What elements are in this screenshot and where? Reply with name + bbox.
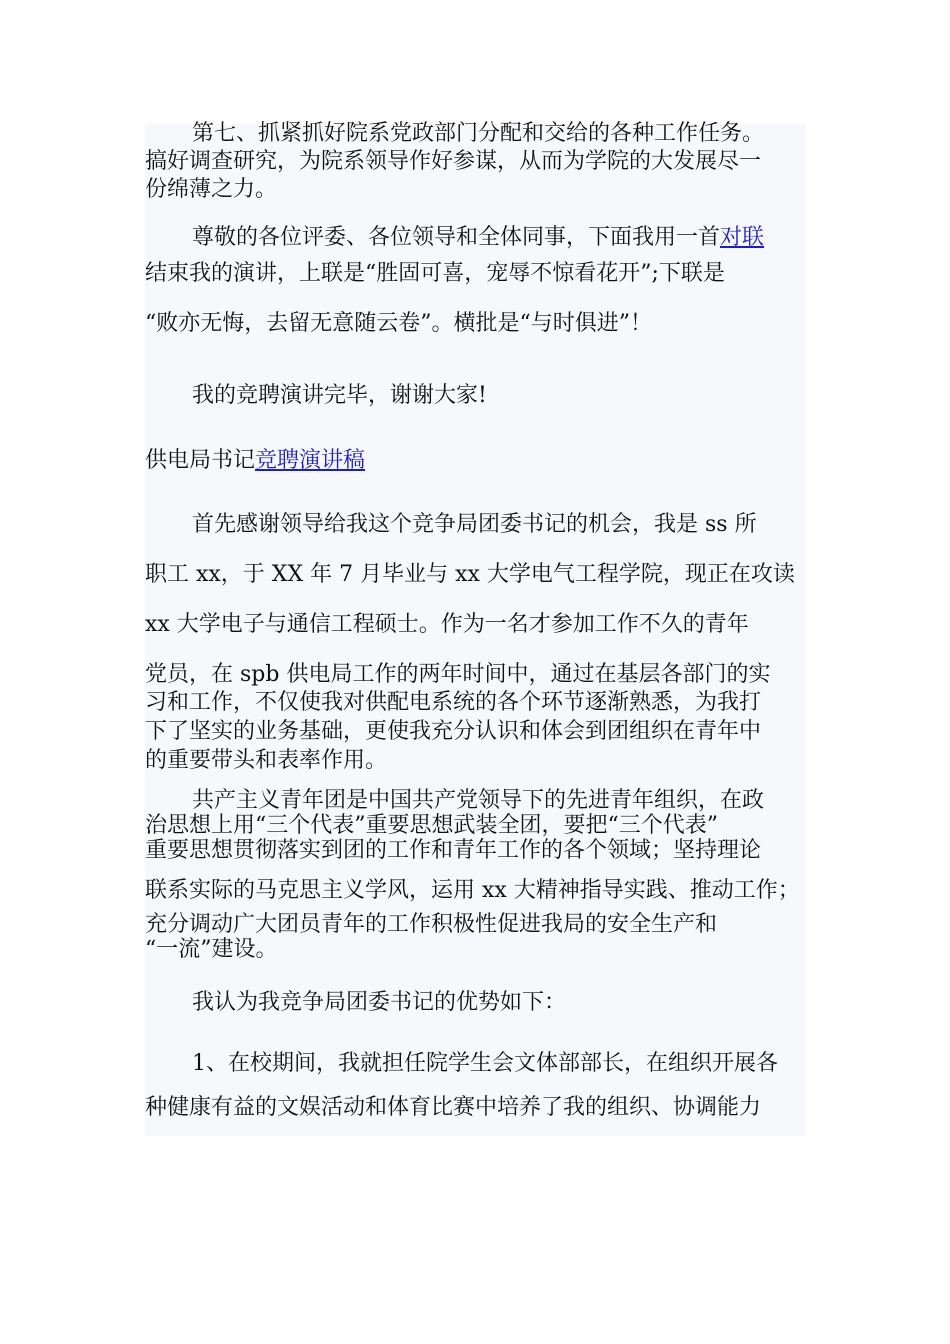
paragraph-line: 共产主义青年团是中国共产党领导下的先进青年组织，在政 bbox=[192, 788, 765, 813]
paragraph-line: 重要思想贯彻落实到团的工作和青年工作的各个领域；坚持理论 bbox=[145, 838, 762, 863]
paragraph-line: 我认为我竞争局团委书记的优势如下： bbox=[192, 990, 567, 1015]
paragraph-youth-league-end bbox=[145, 912, 817, 962]
paragraph-line: 下了坚实的业务基础，更使我充分认识和体会到团组织在青年中 bbox=[145, 719, 762, 744]
paragraph-line: 1、在校期间，我就担任院学生会文体部部长，在组织开展各 bbox=[192, 1051, 778, 1076]
paragraph-line: 充分调动广大团员青年的工作积极性促进我局的安全生产和 bbox=[145, 912, 718, 937]
paragraph-closing-couplet bbox=[145, 220, 817, 292]
paragraph-thanks bbox=[145, 378, 817, 414]
paragraph-line: 结束我的演讲，上联是“胜固可喜，宠辱不惊看花开”;下联是 bbox=[145, 261, 725, 286]
paragraph-line: 习和工作，不仅使我对供配电系统的各个环节逐渐熟悉，为我打 bbox=[145, 690, 762, 715]
paragraph-line: 份绵薄之力。 bbox=[145, 177, 278, 202]
paragraph-line: 职工 xx，于 XX 年 7 月毕业与 xx 大学电气工程学院，现正在攻读 bbox=[145, 562, 795, 587]
paragraph-line: 联系实际的马克思主义学风，运用 xx 大精神指导实践、推动工作； bbox=[145, 878, 800, 903]
paragraph-line: 的重要带头和表率作用。 bbox=[145, 748, 388, 773]
heading-text: 供电局书记 bbox=[145, 448, 256, 473]
paragraph-line: 第七、抓紧抓好院系党政部门分配和交给的各种工作任务。 bbox=[192, 121, 765, 146]
paragraph-line: 搞好调查研究，为院系领导作好参谋，从而为学院的大发展尽一 bbox=[145, 149, 762, 174]
paragraph-text: 尊敬的各位评委、各位领导和全体同事，下面我用一首 bbox=[192, 225, 721, 250]
paragraph-line: “一流”建设。 bbox=[145, 937, 278, 962]
paragraph-line: xx 大学电子与通信工程硕士。作为一名才参加工作不久的青年 bbox=[145, 612, 749, 637]
couplet-link[interactable]: 对联 bbox=[720, 225, 765, 250]
paragraph-line: 党员，在 spb 供电局工作的两年时间中，通过在基层各部门的实 bbox=[145, 662, 771, 687]
paragraph-line: “败亦无悔，去留无意随云卷”。横批是“与时俱进”！ bbox=[145, 311, 652, 336]
paragraph-youth-league bbox=[145, 788, 817, 863]
paragraph-advantages bbox=[145, 985, 817, 1021]
paragraph-item-7 bbox=[145, 120, 817, 204]
speech-draft-link[interactable]: 竞聘演讲稿 bbox=[255, 448, 366, 473]
paragraph-youth-league-cont bbox=[145, 875, 817, 907]
paragraph-line-standalone bbox=[145, 306, 817, 342]
paragraph-line: 我的竞聘演讲完毕，谢谢大家! bbox=[192, 383, 487, 408]
paragraph-line bbox=[145, 220, 817, 256]
section-heading bbox=[145, 443, 817, 479]
paragraph-advantage-1 bbox=[145, 1042, 817, 1130]
paragraph-line: 种健康有益的文娱活动和体育比赛中培养了我的组织、协调能力 bbox=[145, 1095, 762, 1120]
paragraph-intro bbox=[145, 500, 817, 700]
paragraph-line: 首先感谢领导给我这个竞争局团委书记的机会，我是 ss 所 bbox=[192, 512, 757, 537]
paragraph-line: 治思想上用“三个代表”重要思想武装全团，要把“三个代表” bbox=[145, 813, 718, 838]
paragraph-intro-cont bbox=[145, 688, 817, 775]
